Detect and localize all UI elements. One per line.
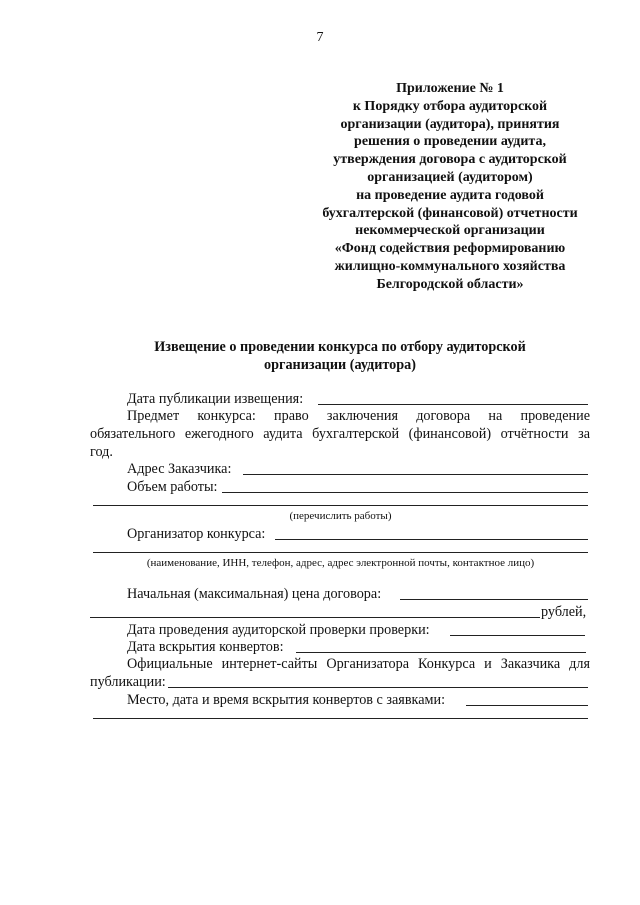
appendix-line: к Порядку отбора аудиторской [352,98,548,114]
appendix-line: организации (аудитора), принятия [340,116,560,132]
appendix-line: жилищно-коммунального хозяйства [334,258,566,274]
publication-date-blank [318,404,588,405]
subject-line: год. [90,444,113,460]
initial-price-blank-2 [90,617,540,618]
appendix-header [300,80,600,294]
organizer-label: Организатор конкурса: [127,526,266,542]
envelope-date-blank [296,652,586,653]
opening-place-blank-2 [93,718,588,719]
appendix-line: утверждения договора с аудиторской [333,152,567,168]
customer-address-blank [243,474,588,475]
work-volume-blank [222,492,588,493]
initial-price-blank [400,599,588,600]
publication-date-label: Дата публикации извещения: [127,391,304,407]
audit-date-label: Дата проведения аудиторской проверки проверки: [127,622,430,638]
opening-place-label: Место, дата и время вскрытия конвертов с заявками: [127,692,446,708]
organizer-blank [275,539,588,540]
appendix-line: некоммерческой организации [355,223,545,239]
work-hint: (перечислить работы) [289,510,392,522]
work-volume-blank-2 [93,505,588,506]
customer-address-label: Адрес Заказчика: [127,461,232,477]
appendix-line: решения о проведении аудита, [354,134,546,150]
notice-title [90,338,590,374]
notice-title-line: Извещение о проведении конкурса по отбору аудиторской [154,339,526,355]
initial-price-label: Начальная (максимальная) цена договора: [127,586,382,602]
organizer-hint: (наименование, ИНН, телефон, адрес, адрес электронной почты, контактное лицо) [146,557,535,569]
appendix-line: организацией (аудитором) [367,169,533,185]
currency-label: рублей, [541,604,587,620]
subject-line: Предмет конкурса: право заключения договора на проведение [127,408,590,424]
appendix-line: «Фонд содействия реформированию [334,241,566,257]
organizer-blank-2 [93,552,588,553]
websites-line: публикации: [90,674,166,690]
appendix-line: Приложение № 1 [396,81,504,96]
page-number: 7 [316,30,324,45]
work-volume-label: Объем работы: [127,479,218,495]
appendix-line: Белгородской области» [376,276,524,292]
subject-line: обязательного ежегодного аудита бухгалтерской (финансовой) отчётности за [90,426,590,442]
opening-place-blank [466,705,588,706]
websites-line: Официальные интернет-сайты Организатора Конкурса и Заказчика для [127,656,590,672]
appendix-line: бухгалтерской (финансовой) отчетности [322,205,578,221]
envelope-date-label: Дата вскрытия конвертов: [127,639,284,655]
websites-blank [168,687,588,688]
audit-date-blank [450,635,585,636]
appendix-line: на проведение аудита годовой [356,187,544,203]
notice-title-line: организации (аудитора) [264,357,416,373]
